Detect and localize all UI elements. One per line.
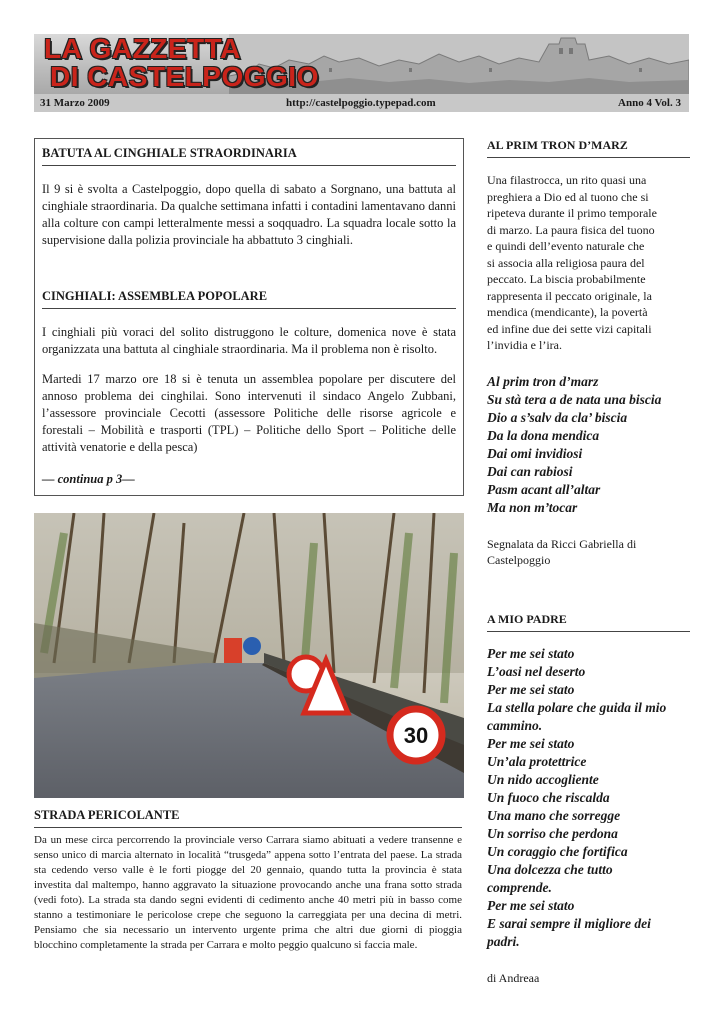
mio-padre-author: di Andreaa [487,971,540,985]
article1-body: Il 9 si è svolta a Castelpoggio, dopo quella di sabato a Sorgnano, una battuta al cinghiale straordinaria. Da qualche settimana infatti i contadini lamentavano danni alla colture con campi letteralmente messi a soqquadro. La squadra locale sotto la supervisione dalla polizia provinciale ha abbattuto 3 cinghiali. [42,182,456,247]
poem-line: Su stà tera a de nata una biscia [487,391,662,407]
poem-line: Pasm acant all’altar [487,481,601,497]
mio-padre-title: A MIO PADRE [487,612,690,632]
intro-line: ed infine due dei sette vizi capitali [487,321,652,336]
mio-padre-poem [487,645,690,951]
intro-line: e quindi dell’evento naturale che [487,239,645,253]
intro-line: di marzo. La paura fisica del tuono [487,222,655,237]
poem-line: Al prim tron d’marz [487,373,599,389]
intro-line: rappresenta il peccato originale, la [487,288,652,303]
prim-tron-poem [487,373,690,517]
article1-title: BATUTA AL CINGHIALE STRAORDINARIA [42,146,456,166]
poem-line: Un nido accogliente [487,772,599,787]
newspaper-title [44,35,319,91]
title-line-1: LA GAZZETTA [44,34,241,64]
intro-line: ripeteva durante il primo temporale [487,206,657,220]
poem-line: padri. [487,934,520,949]
poem-line: Per me sei stato [487,736,575,751]
continua-link: — continua p 3— [42,472,135,486]
mio-padre-section [487,612,690,987]
poem-line: Da la dona mendica [487,427,600,443]
intro-line: peccato. La biscia probabilmente [487,272,646,286]
poem-line: cammino. [487,718,543,733]
poem-line: Dio a s’salv da cla’ biscia [487,409,628,425]
credit-line: Segnalata da Ricci Gabriella di [487,536,637,551]
road-photo [34,513,464,798]
poem-line: Dai can rabiosi [487,463,573,479]
poem-line: Un coraggio che fortifica [487,844,628,859]
title-line-2: DI CASTELPOGGIO [50,61,319,92]
poem-line: Una dolcezza che tutto [487,862,613,877]
poem-line: Un fuoco che riscalda [487,790,610,805]
prim-tron-section [487,138,690,569]
poem-line: E sarai sempre il migliore dei [487,916,651,931]
intro-line: si associa alla religiosa paura del [487,255,645,270]
prim-tron-title: AL PRIM TRON D’MARZ [487,138,690,158]
poem-line: comprende. [487,880,552,895]
poem-line: Un sorriso che perdona [487,826,618,841]
intro-line: Una filastrocca, un rito quasi una [487,173,647,187]
dateline-bar [34,94,689,112]
poem-line: La stella polare che guida il mio [487,700,667,715]
strada-body: Da un mese circa percorrendo la provinciale verso Carrara siamo abituati a vedere transenne e senso unico di marcia alternato in località “trusgeda” appena sotto l’entrata del paese. La strada sta cedendo verso valle è le forti piogge del 20 gennaio, quando tutta la provincia è stata investita dal maltempo, hanno aggravato la situazione provocando anche una frana sotto strada (vedi foto). La strada sta dando segni evidenti di cedimento anche 40 metri più in basso come stanno a testimoniare le pericolose crepe che seguono la carreggiata per una decina di metri. Pensiamo che sia necessario un intervento urgente prima che altri due giorni di pioggia blocchino completamente la strada per Carrara e molto peggio qualcuno si faccia male. [34,834,462,951]
article2-para2: Martedi 17 marzo ore 18 si è tenuta un assemblea popolare per discutere del annoso problema dei cinghilai. Sono intervenuti il sindaco Angelo Zubbani, l’assessore provinciale Cecotti (assessore Politiche delle risorse agricole e forestali – Mobilità e trasporti (TPL) – Politiche dello Sport – Politiche delle attività venatorie e della pesca) [42,372,456,454]
poem-line: Per me sei stato [487,682,575,697]
poem-line: Dai omi invidiosi [487,445,583,461]
prim-tron-intro [487,172,690,354]
intro-line: l’invidia e l’ira. [487,338,562,352]
poem-line: Una mano che sorregge [487,808,621,823]
poem-line: Un’ala protettrice [487,754,587,769]
poem-line: Per me sei stato [487,646,575,661]
prim-tron-credit [487,536,690,569]
website-link[interactable]: http://castelpoggio.typepad.com [286,97,436,109]
poem-line: Per me sei stato [487,898,575,913]
speed-limit-sign: 30 [403,723,429,748]
poem-line: L’oasi nel deserto [487,664,586,679]
masthead-banner [34,34,689,94]
strada-title: STRADA PERICOLANTE [34,808,462,828]
intro-line: preghiera a Dio ed al tuono che si [487,189,649,204]
poem-line: Ma non m’tocar [487,499,578,515]
intro-line: mendica (mendicante), la povertà [487,305,648,319]
issue-volume: Anno 4 Vol. 3 [618,97,681,109]
article2-para1: I cinghiali più voraci del solito distruggono le colture, domenica nove è stata organizzata una battuta al cinghiale straordinaria. Ma il problema non è risolto. [42,325,456,356]
credit-line: Castelpoggio [487,553,551,567]
article2-title: CINGHIALI: ASSEMBLEA POPOLARE [42,289,456,309]
issue-date: 31 Marzo 2009 [40,97,110,109]
boxed-articles [34,138,464,496]
